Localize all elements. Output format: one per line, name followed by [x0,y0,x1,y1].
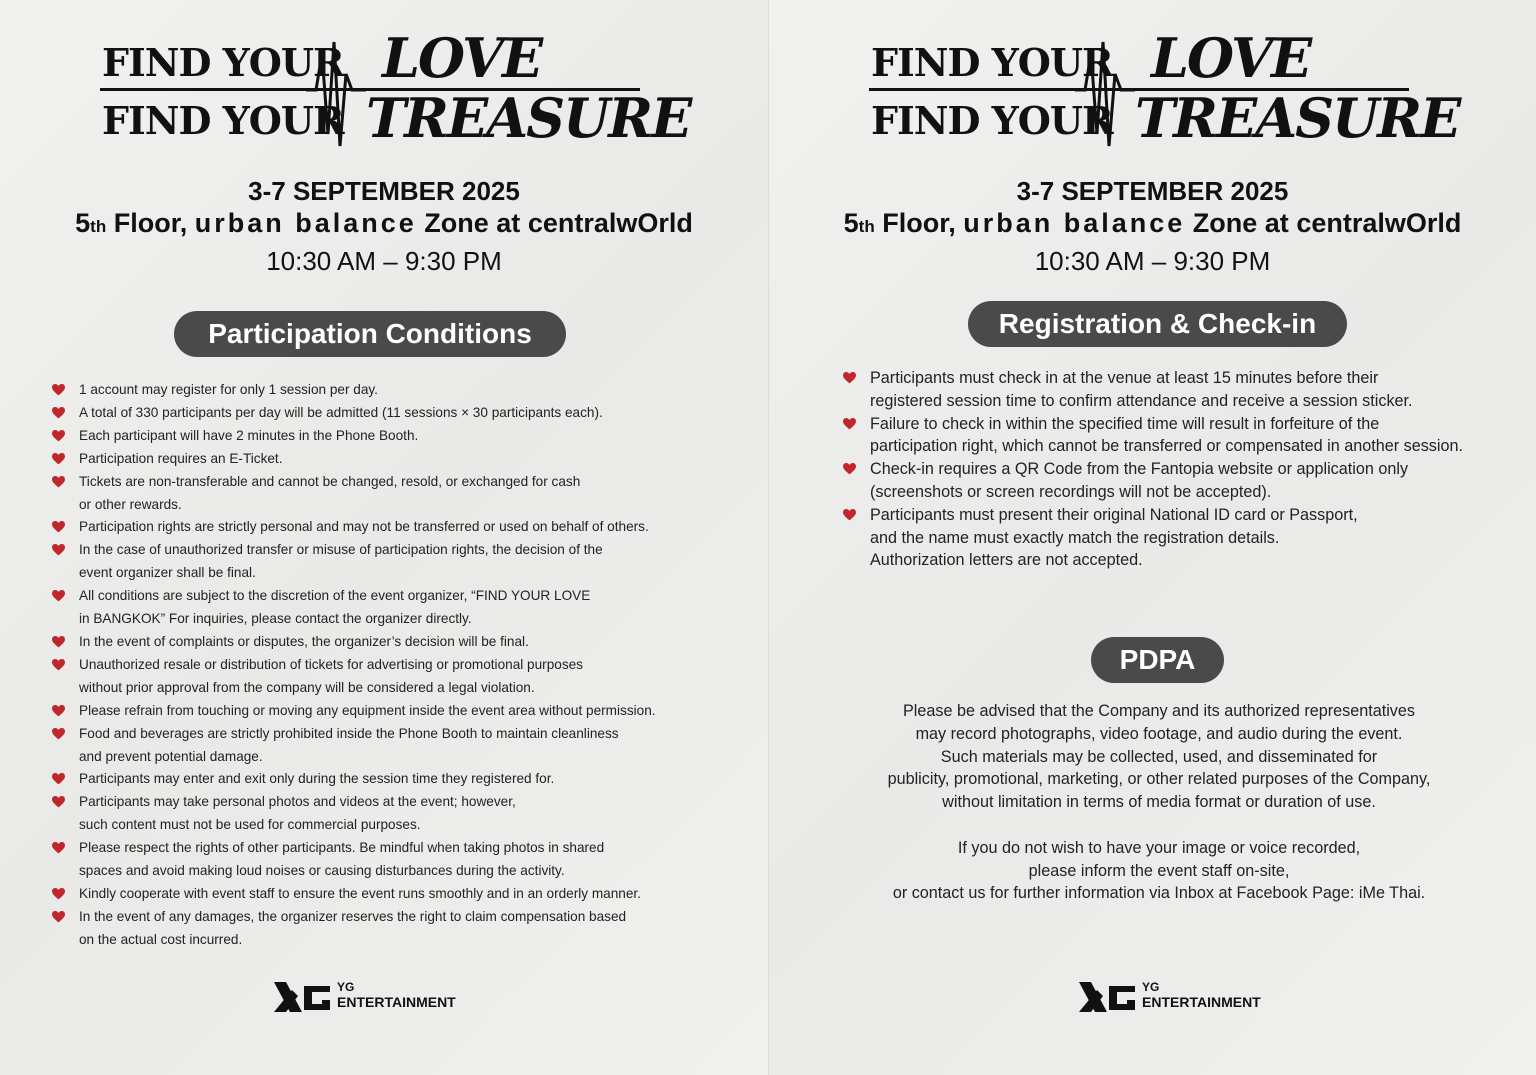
registration-list [843,367,1523,572]
registration-item [843,413,1523,459]
participation-item [52,768,752,791]
participation-item [52,837,752,883]
heart-bullet-icon [52,636,65,648]
participation-item [52,448,752,471]
event-venue: 5th Floor, urban balance Zone at centralwOrld [843,208,1462,238]
registration-item-text: Participants must check in at the venue at least 15 minutes before their registered session time to confirm attendance and receive a session sticker. [870,369,1413,410]
participation-item-text: 1 account may register for only 1 session per day. [79,382,378,397]
participation-item-text: Participants may enter and exit only during the session time they registered for. [79,771,555,787]
heart-bullet-icon [52,453,65,465]
participation-item-text: In the case of unauthorized transfer or misuse of participation rights, the decision of the event organizer shall be final. [79,542,603,581]
registration-item-text: Failure to check in within the specified time will result in forfeiture of the participation right, which cannot be transferred or compensated in another session. [870,414,1463,456]
pdpa-paragraph-1: Please be advised that the Company and its authorized representatives may record photographs, video footage, and audio during the event. Such materials may be collected, used, and disseminated for publicity, promotional, marketing, or other related purposes of the Company, without limitation in terms of media format or duration of use. [887,702,1431,812]
heart-bullet-icon [52,705,65,717]
participation-item [52,585,752,631]
event-logo [869,26,1460,150]
logo-find-your-2: FIND YOUR [102,98,344,143]
heart-bullet-icon [843,509,856,521]
heart-bullet-icon [843,463,856,475]
participation-item-text: Please refrain from touching or moving any equipment inside the event area without permission. [79,702,656,718]
participation-item [52,516,752,539]
logo-find-your-1: FIND YOUR [871,40,1113,85]
yg-logo [1079,980,1279,1014]
participation-item-text: Participation rights are strictly personal and may not be transferred or used on behalf of others. [79,519,649,535]
heartbeat-icon [1075,34,1135,150]
yg-mark-icon [1079,982,1137,1012]
pdpa-text [809,700,1509,905]
yg-brand-line2: ENTERTAINMENT [1142,994,1261,1010]
registration-item-text: Participants must present their original National ID card or Passport, and the name must exactly match the registration details. Authorization letters are not accepted. [870,505,1358,570]
registration-item-text: Check-in requires a QR Code from the Fantopia website or application only (screenshots or screen recordings will not be accepted). [870,460,1409,501]
event-time: 10:30 AM – 9:30 PM [266,246,502,276]
heart-bullet-icon [52,430,65,442]
participation-item [52,631,752,654]
registration-title: Registration & Check-in [968,301,1347,347]
participation-item [52,791,752,837]
participation-item [52,402,752,425]
logo-find-your-1: FIND YOUR [102,40,344,85]
pdpa-paragraph-2: If you do not wish to have your image or voice recorded, please inform the event staff on-site, or contact us for further information via Inbox at Facebook Page: iMe Thai. [892,838,1426,903]
participation-item [52,883,752,906]
heart-bullet-icon [52,842,65,854]
logo-love: LOVE [1151,26,1311,90]
registration-item [843,458,1523,504]
participation-item-text: Participants may take personal photos and videos at the event; however, such content must not be used for commercial purposes. [79,794,516,833]
participation-item-text: Tickets are non-transferable and cannot be changed, resold, or exchanged for cash or other rewards. [79,473,581,512]
participation-item-text: A total of 330 participants per day will be admitted (11 sessions × 30 participants each). [79,404,603,420]
heart-bullet-icon [52,407,65,419]
logo-find-your-2: FIND YOUR [871,98,1113,143]
participation-item [52,379,752,402]
pdpa-title: PDPA [1091,637,1224,683]
event-date: 3-7 SEPTEMBER 2025 [248,176,520,206]
participation-item [52,539,752,585]
participation-item-text: Participation requires an E-Ticket. [79,450,283,466]
participation-list [52,379,752,952]
logo-treasure: TREASURE [1135,86,1460,150]
heart-bullet-icon [52,476,65,488]
heart-bullet-icon [52,521,65,533]
yg-brand-line1: YG [1142,980,1160,994]
event-logo [100,26,691,150]
registration-item [843,367,1523,413]
logo-love: LOVE [382,26,542,90]
participation-item-text: Each participant will have 2 minutes in the Phone Booth. [79,427,419,443]
event-time: 10:30 AM – 9:30 PM [1034,246,1271,276]
yg-mark-icon [274,982,332,1012]
heart-bullet-icon [843,418,856,430]
participation-item-text: Please respect the rights of other participants. Be mindful when taking photos in shared spaces and avoid making loud noises or causing disturbances during the activity. [79,840,605,879]
yg-brand-line1: YG [337,980,355,994]
heart-bullet-icon [52,590,65,602]
participation-item-text: In the event of complaints or disputes, the organizer’s decision will be final. [79,633,529,649]
participation-item [52,723,752,769]
registration-panel [768,0,1536,1075]
participation-item [52,700,752,723]
participation-item [52,471,752,517]
participation-title: Participation Conditions [174,311,566,357]
participation-item [52,654,752,700]
heart-bullet-icon [52,544,65,556]
heart-bullet-icon [52,796,65,808]
heart-bullet-icon [52,659,65,671]
heart-bullet-icon [52,773,65,785]
heart-bullet-icon [52,911,65,923]
heart-bullet-icon [52,728,65,740]
heart-bullet-icon [843,372,856,384]
participation-item-text: In the event of any damages, the organizer reserves the right to claim compensation based on the actual cost incurred. [79,908,627,947]
participation-item-text: Kindly cooperate with event staff to ensure the event runs smoothly and in an orderly manner. [79,885,641,901]
yg-logo [274,980,474,1014]
heart-bullet-icon [52,384,65,396]
event-venue: 5th Floor, urban balance Zone at centralwOrld [75,208,693,238]
logo-treasure: TREASURE [366,86,691,150]
participation-item [52,425,752,448]
event-date: 3-7 SEPTEMBER 2025 [1016,176,1289,206]
participation-item-text: All conditions are subject to the discretion of the event organizer, “FIND YOUR LOVE in BANGKOK” For inquiries, please contact the organizer directly. [79,588,591,627]
participation-item-text: Unauthorized resale or distribution of tickets for advertising or promotional purposes without prior approval from the company will be considered a legal violation. [79,656,583,695]
participation-item [52,906,752,952]
heartbeat-icon [306,34,366,150]
yg-brand-line2: ENTERTAINMENT [337,994,456,1010]
participation-item-text: Food and beverages are strictly prohibited inside the Phone Booth to maintain cleanliness and prevent potential damage. [79,725,619,764]
heart-bullet-icon [52,888,65,900]
registration-item [843,504,1523,572]
